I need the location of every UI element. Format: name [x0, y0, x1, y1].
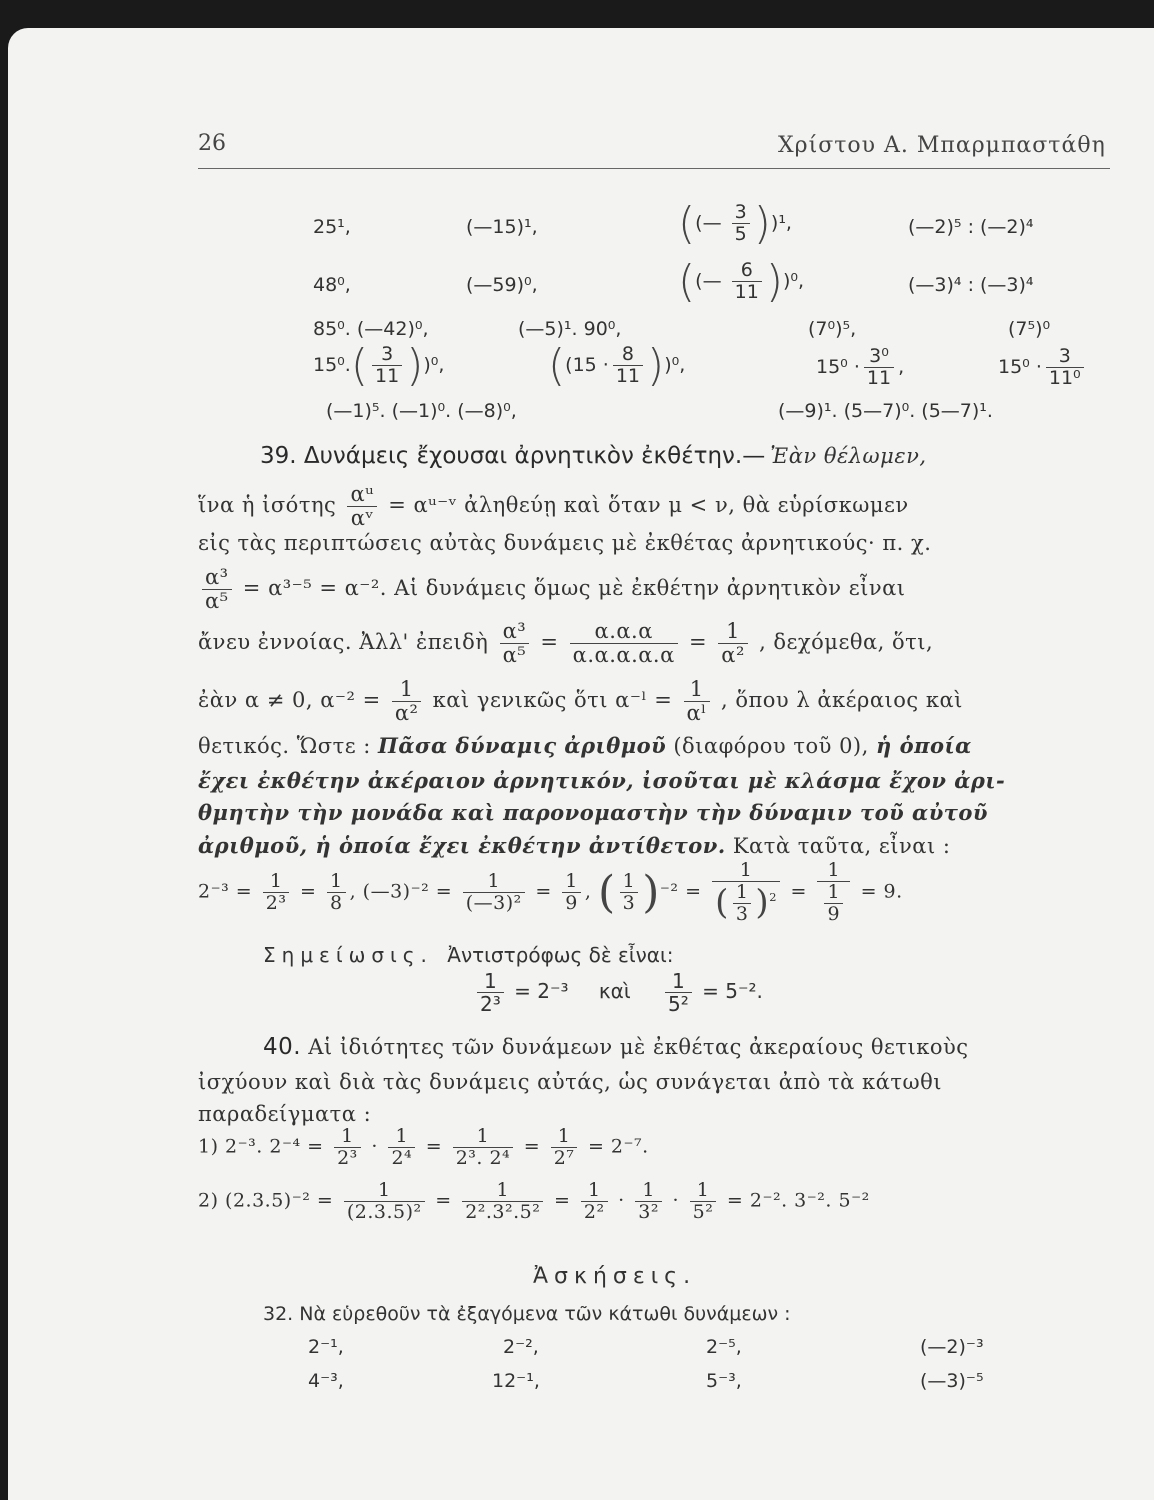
- section-40-line1: 40. Αἱ ἰδιότητες τῶν δυνάμεων μὲ ἐκθέτας ἀκεραίους θετικοὺς: [263, 1034, 969, 1060]
- fraction: $\frac{1}{\text{2⁴}}$: [388, 1126, 415, 1169]
- fraction: $\frac{\text{α³}}{\text{α⁵}}$: [202, 566, 232, 613]
- paren: (: [715, 882, 729, 923]
- exercise-32: 32. Νὰ εὑρεθοῦν τὰ ἐξαγόμενα τῶν κάτωθι δυνάμεων :: [263, 1303, 791, 1325]
- example-1: 1) 2⁻³. 2⁻⁴ = $\frac{1}{\text{2³}}$ · $\frac{1}{\text{2⁴}}$ = $\frac{1}{\text{2³. 2⁴}}$ = $\frac{1}{\text{2⁷}}$ = 2⁻⁷.: [198, 1125, 649, 1169]
- fraction: $\frac{1}{8}$: [327, 871, 346, 914]
- text-line: εἰς τὰς περιπτώσεις αὐτὰς δυνάμεις μὲ ἐκθέτας ἀρνητικούς· π. χ.: [198, 531, 932, 555]
- book-page: [8, 28, 1154, 1500]
- running-title: Χρίστου Α. Μπαρμπαστάθη: [778, 133, 1106, 158]
- expr-r1-b: (—15)¹,: [466, 216, 538, 238]
- note-line: Σημείωσις. Ἀντιστρόφως δὲ εἶναι:: [263, 943, 674, 967]
- text-line: ἄνευ ἐννοίας. Ἀλλ' ἐπειδὴ $\frac{\text{α³}}{\text{α⁵}}$ = $\frac{\alpha.\alpha.\alpha}{\alpha.\alpha.\alpha.\alpha.\alpha}$ = $\frac{1}{\text{α²}}$ , δεχόμεθα, ὅτι,: [198, 619, 934, 668]
- fraction: $\frac{1}{\text{(2.3.5)²}}$: [344, 1180, 425, 1223]
- section-39-intro: Ἐὰν θέλωμεν,: [770, 444, 927, 468]
- fraction: $\frac{1}{\text{2².3².5²}}$: [462, 1180, 543, 1223]
- paren: ): [765, 256, 783, 307]
- paren: (: [678, 198, 696, 249]
- fraction: $\frac{\text{3⁰}}{11}$: [864, 346, 894, 389]
- section-39-heading-line: [260, 443, 927, 469]
- expr-r1-c: ((— $\frac{3}{5}$ ))¹,: [678, 198, 792, 249]
- expr-r2-a: 48⁰,: [313, 274, 351, 296]
- text-line: ἵνα ἡ ἰσότης $\frac{\text{αᵘ}}{\text{αᵛ}}$ = αᵘ⁻ᵛ ἀληθεύῃ καὶ ὅταν μ < ν, θὰ εὑρίσκωμεν: [198, 482, 909, 531]
- fraction: $\frac{1}{3}$: [620, 871, 639, 914]
- paren: (: [548, 340, 566, 391]
- fraction: $\frac{1}{3}$: [733, 882, 752, 925]
- ex-row2-a: 4⁻³,: [308, 1370, 344, 1392]
- fraction: $\frac{1}{\text{2³. 2⁴}}$: [453, 1126, 514, 1169]
- fraction: $\frac{6}{11}$: [732, 260, 762, 303]
- fraction: $\frac{\text{α³}}{\text{α⁵}}$: [500, 620, 530, 667]
- paren: (: [678, 256, 696, 307]
- paren: ): [642, 866, 660, 918]
- expr-r4-d: 15⁰ · $\frac{3}{\text{11⁰}}$: [998, 346, 1088, 389]
- text-line: ἀριθμοῦ, ἡ ὁποία ἔχει ἐκθέτην ἀντίθετον. Κατὰ ταῦτα, εἶναι :: [198, 833, 951, 858]
- fraction: $\frac{1}{\text{2²}}$: [581, 1180, 608, 1223]
- expr-r4-a: 15⁰.( $\frac{3}{11}$ ))⁰,: [313, 340, 445, 391]
- fraction: $\frac{1}{\text{2³}}$: [477, 970, 504, 1015]
- text-line: ἔχει ἐκθέτην ἀκέραιον ἀρνητικόν, ἰσοῦται μὲ κλάσμα ἔχον ἀρι-: [198, 768, 1006, 793]
- fraction: $\frac{1}{\text{α²}}$: [718, 620, 748, 667]
- example-line: 2⁻³ = $\frac{1}{\text{2³}}$ = $\frac{1}{8}$ , (—3)⁻² = $\frac{1}{\text{(—3)²}}$ = $\frac{1}{9}$ , ( $\frac{1}{3}$ )⁻² = 1 ( $\frac{1}{3}$ )$^2$ = $\frac{1}{\frac{1}{9}}$ = 9.: [198, 859, 903, 925]
- ex-row2-d: (—3)⁻⁵: [920, 1370, 984, 1392]
- paren: (: [350, 340, 369, 391]
- fraction: $\frac{1}{\text{αˡ}}$: [684, 678, 710, 725]
- fraction: $\frac{1}{\text{2⁷}}$: [551, 1126, 578, 1169]
- fraction: $\frac{1}{\text{2³}}$: [263, 871, 290, 914]
- paren: ): [647, 340, 665, 391]
- fraction: $\frac{1}{\text{5²}}$: [690, 1180, 717, 1223]
- expr-r5-b: (—9)¹. (5—7)⁰. (5—7)¹.: [778, 400, 993, 422]
- expr-r2-d: (—3)⁴ : (—3)⁴: [908, 274, 1034, 296]
- ex-row2-b: 12⁻¹,: [492, 1370, 540, 1392]
- fraction: $\frac{3}{\text{11⁰}}$: [1046, 346, 1084, 389]
- text-line: ἰσχύουν καὶ διὰ τὰς δυνάμεις αὐτάς, ὡς συνάγεται ἀπὸ τὰ κάτωθι: [198, 1070, 942, 1094]
- expr-r5-a: (—1)⁵. (—1)⁰. (—8)⁰,: [326, 400, 517, 422]
- ex-row1-b: 2⁻²,: [503, 1336, 539, 1358]
- fraction: $\frac{1}{\text{(—3)²}}$: [463, 871, 525, 914]
- ex-row1-a: 2⁻¹,: [308, 1336, 344, 1358]
- paren: (: [597, 866, 616, 918]
- expr-r1-a: 25¹,: [313, 216, 351, 238]
- paren: ): [755, 882, 770, 923]
- expr-r4-b: ((15 · $\frac{8}{11}$ ))⁰,: [548, 340, 686, 391]
- fraction: $\frac{1}{9}$: [562, 871, 581, 914]
- fraction: $\frac{3}{11}$: [372, 344, 402, 387]
- fraction: $\frac{1}{\text{3²}}$: [635, 1180, 662, 1223]
- fraction: $\frac{3}{5}$: [732, 202, 750, 245]
- note-formula: $\frac{1}{\text{2³}}$ = 2⁻³ καὶ $\frac{1}{\text{5²}}$ = 5⁻².: [473, 970, 763, 1015]
- expr-r4-c: 15⁰ · $\frac{\text{3⁰}}{11}$ ,: [816, 345, 905, 389]
- fraction: $\frac{8}{11}$: [613, 344, 643, 387]
- ex-row1-c: 2⁻⁵,: [706, 1336, 742, 1358]
- fraction: $\frac{1}{\text{5²}}$: [665, 970, 692, 1015]
- example-2: 2) (2.3.5)⁻² = $\frac{1}{\text{(2.3.5)²}}$ = $\frac{1}{\text{2².3².5²}}$ = $\frac{1}{\text{2²}}$ · $\frac{1}{\text{3²}}$ · $\frac{1}{\text{5²}}$ = 2⁻². 3⁻². 5⁻²: [198, 1179, 870, 1223]
- expr-r3-a: 85⁰. (—42)⁰,: [313, 318, 429, 340]
- fraction: $\frac{1}{\text{α²}}$: [392, 678, 422, 725]
- fraction: 1 ( $\frac{1}{3}$ )$^2$: [712, 860, 780, 925]
- note-label: Σημείωσις.: [263, 943, 433, 967]
- fraction: $\frac{1}{\text{2³}}$: [334, 1126, 361, 1169]
- paren: ): [406, 340, 424, 391]
- fraction: $\frac{1}{\frac{1}{9}}$: [817, 860, 850, 925]
- text-line: ἐὰν α ≠ 0, α⁻² = $\frac{1}{\text{α²}}$ καὶ γενικῶς ὅτι α⁻ˡ = $\frac{1}{\text{αˡ}}$ , ὅπου λ ἀκέραιος καὶ: [198, 677, 963, 726]
- ex-row1-d: (—2)⁻³: [920, 1336, 984, 1358]
- section-39-title: 39. Δυνάμεις ἔχουσαι ἀρνητικὸν ἐκθέτην.—: [260, 443, 766, 469]
- fraction: $\frac{1}{9}$: [824, 882, 843, 925]
- expr-r1-d: (—2)⁵ : (—2)⁴: [908, 216, 1034, 238]
- expr-r3-b: (—5)¹. 90⁰,: [518, 318, 622, 340]
- fraction: $\frac{\text{αᵘ}}{\text{αᵛ}}$: [347, 483, 377, 530]
- text-line: θμητὴν τὴν μονάδα καὶ παρονομαστὴν τὴν δύναμιν τοῦ αὐτοῦ: [198, 800, 988, 825]
- text-line: θετικός. Ὥστε : Πᾶσα δύναμις ἀριθμοῦ (διαφόρου τοῦ 0), ἡ ὁποία: [198, 733, 972, 758]
- ex-row2-c: 5⁻³,: [706, 1370, 742, 1392]
- header-rule: [198, 168, 1110, 169]
- expr-r2-c: ((— $\frac{6}{11}$ ))⁰,: [678, 256, 805, 307]
- fraction: $\frac{\alpha.\alpha.\alpha}{\alpha.\alpha.\alpha.\alpha.\alpha}$: [570, 620, 678, 667]
- page-number: 26: [198, 131, 226, 156]
- paren: ): [753, 198, 771, 249]
- text-line: παραδείγματα :: [198, 1102, 372, 1126]
- text-line: $\frac{\text{α³}}{\text{α⁵}}$ = α³⁻⁵ = α⁻². Αἱ δυνάμεις ὅμως μὲ ἐκθέτην ἀρνητικὸν εἶναι: [198, 566, 906, 613]
- expr-r3-d: (7⁵)⁰: [1008, 318, 1051, 340]
- exercises-title: Ἀσκήσεις.: [533, 1264, 697, 1289]
- expr-r3-c: (7⁰)⁵,: [808, 318, 857, 340]
- expr-r2-b: (—59)⁰,: [466, 274, 538, 296]
